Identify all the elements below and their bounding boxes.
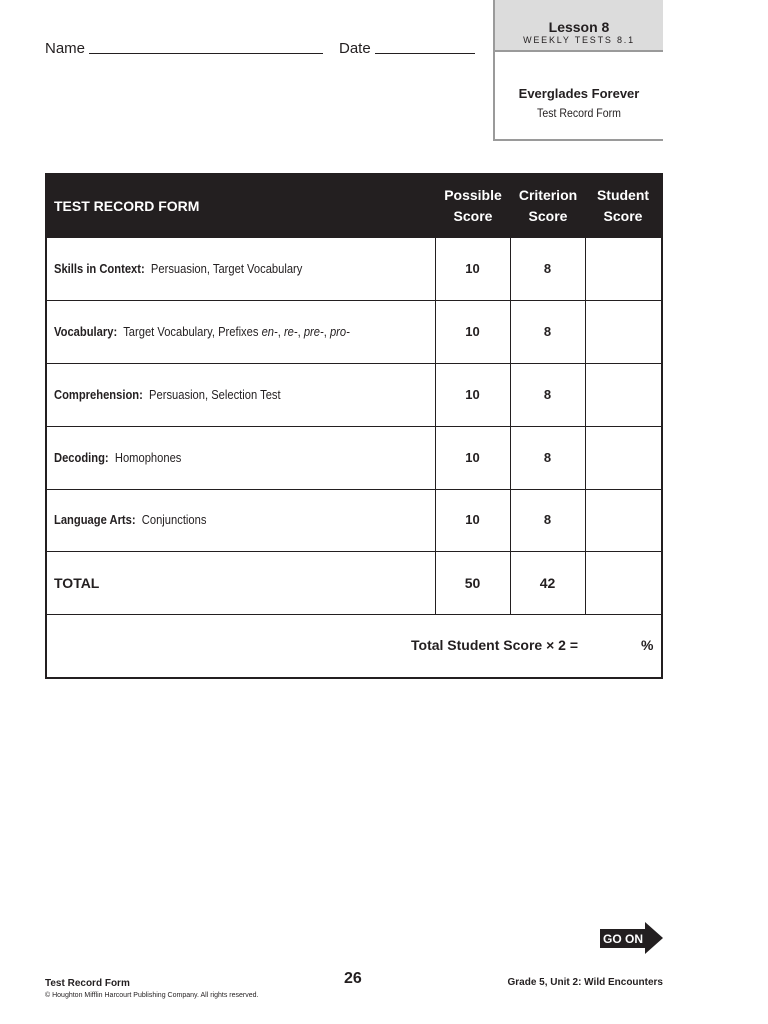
row-divider bbox=[47, 614, 661, 615]
criterion-score-cell: 8 bbox=[543, 450, 552, 465]
student-score-cell[interactable] bbox=[586, 364, 661, 426]
arrow-right-icon bbox=[645, 922, 663, 954]
column-divider bbox=[510, 238, 511, 614]
row-category: Language Arts: bbox=[54, 512, 136, 527]
student-score-cell[interactable] bbox=[586, 490, 661, 551]
row-description: Persuasion, Target Vocabulary bbox=[150, 261, 303, 276]
student-score-header bbox=[585, 185, 661, 227]
possible-score-cell: 10 bbox=[465, 512, 480, 527]
row-description: Conjunctions bbox=[141, 512, 207, 527]
percent-sign: % bbox=[641, 637, 654, 653]
name-field[interactable] bbox=[89, 53, 323, 54]
column-divider bbox=[435, 238, 436, 614]
selection-title: Everglades Forever bbox=[518, 86, 640, 101]
row-description: Target Vocabulary, Prefixes bbox=[123, 324, 262, 339]
row-description: Homophones bbox=[114, 450, 182, 465]
row-divider bbox=[47, 363, 661, 364]
percent-field[interactable] bbox=[582, 625, 636, 665]
possible-score-cell: 10 bbox=[465, 261, 480, 276]
possible-score-cell: 10 bbox=[465, 387, 480, 402]
total-criterion-cell: 42 bbox=[539, 575, 556, 591]
row-category: Skills in Context: bbox=[54, 261, 145, 276]
header-line: Score bbox=[453, 208, 493, 224]
criterion-score-cell: 8 bbox=[543, 512, 552, 527]
criterion-score-header bbox=[510, 185, 586, 227]
prefix: re- bbox=[283, 324, 298, 339]
weekly-tests-label: WEEKLY TESTS 8.1 bbox=[523, 35, 635, 45]
go-on-indicator bbox=[600, 922, 663, 954]
total-student-cell[interactable] bbox=[586, 552, 661, 614]
row-description: Persuasion, Selection Test bbox=[149, 387, 281, 402]
table-row-label: Vocabulary: Target Vocabulary, Prefixes en-, re-, pre-, pro- bbox=[54, 324, 350, 339]
student-score-cell[interactable] bbox=[586, 427, 661, 489]
header-line: Score bbox=[528, 208, 568, 224]
row-category: Vocabulary: bbox=[54, 324, 118, 339]
row-divider bbox=[47, 489, 661, 490]
lesson-title: Lesson 8 bbox=[548, 19, 610, 35]
prefix: en- bbox=[261, 324, 278, 339]
criterion-score-cell: 8 bbox=[543, 261, 552, 276]
row-category: Comprehension: bbox=[54, 387, 143, 402]
header-line: Score bbox=[603, 208, 643, 224]
student-score-cell[interactable] bbox=[586, 239, 661, 300]
name-label: Name bbox=[45, 40, 86, 57]
row-category: Decoding: bbox=[54, 450, 109, 465]
total-label: TOTAL bbox=[54, 575, 100, 591]
possible-score-cell: 10 bbox=[465, 324, 480, 339]
footer-copyright: © Houghton Mifflin Harcourt Publishing Company. All rights reserved. bbox=[45, 992, 259, 999]
footer-form-name: Test Record Form bbox=[45, 978, 130, 989]
header-line: Criterion bbox=[518, 187, 578, 203]
table-row-label bbox=[54, 512, 206, 527]
header-line: Student bbox=[596, 187, 650, 203]
row-divider bbox=[47, 426, 661, 427]
page-number: 26 bbox=[344, 970, 362, 987]
selection-subtitle: Test Record Form bbox=[537, 106, 621, 120]
header-line: Possible bbox=[444, 187, 502, 203]
table-title: TEST RECORD FORM bbox=[54, 198, 200, 214]
possible-score-header bbox=[435, 185, 511, 227]
row-divider bbox=[47, 551, 661, 552]
footer-grade-unit: Grade 5, Unit 2: Wild Encounters bbox=[507, 977, 663, 988]
row-divider bbox=[47, 300, 661, 301]
prefix: pro- bbox=[329, 324, 350, 339]
criterion-score-cell: 8 bbox=[543, 324, 552, 339]
student-score-cell[interactable] bbox=[586, 301, 661, 363]
date-label: Date bbox=[339, 40, 371, 57]
total-possible-cell: 50 bbox=[464, 575, 481, 591]
date-field[interactable] bbox=[375, 53, 475, 54]
prefix: pre- bbox=[303, 324, 324, 339]
table-row-label bbox=[54, 261, 302, 276]
table-row-label bbox=[54, 387, 281, 402]
go-on-label: GO ON bbox=[600, 929, 647, 948]
table-row-label bbox=[54, 450, 181, 465]
criterion-score-cell: 8 bbox=[543, 387, 552, 402]
lesson-header bbox=[495, 0, 663, 52]
possible-score-cell: 10 bbox=[465, 450, 480, 465]
total-student-score-label: Total Student Score × 2 = bbox=[411, 637, 579, 653]
